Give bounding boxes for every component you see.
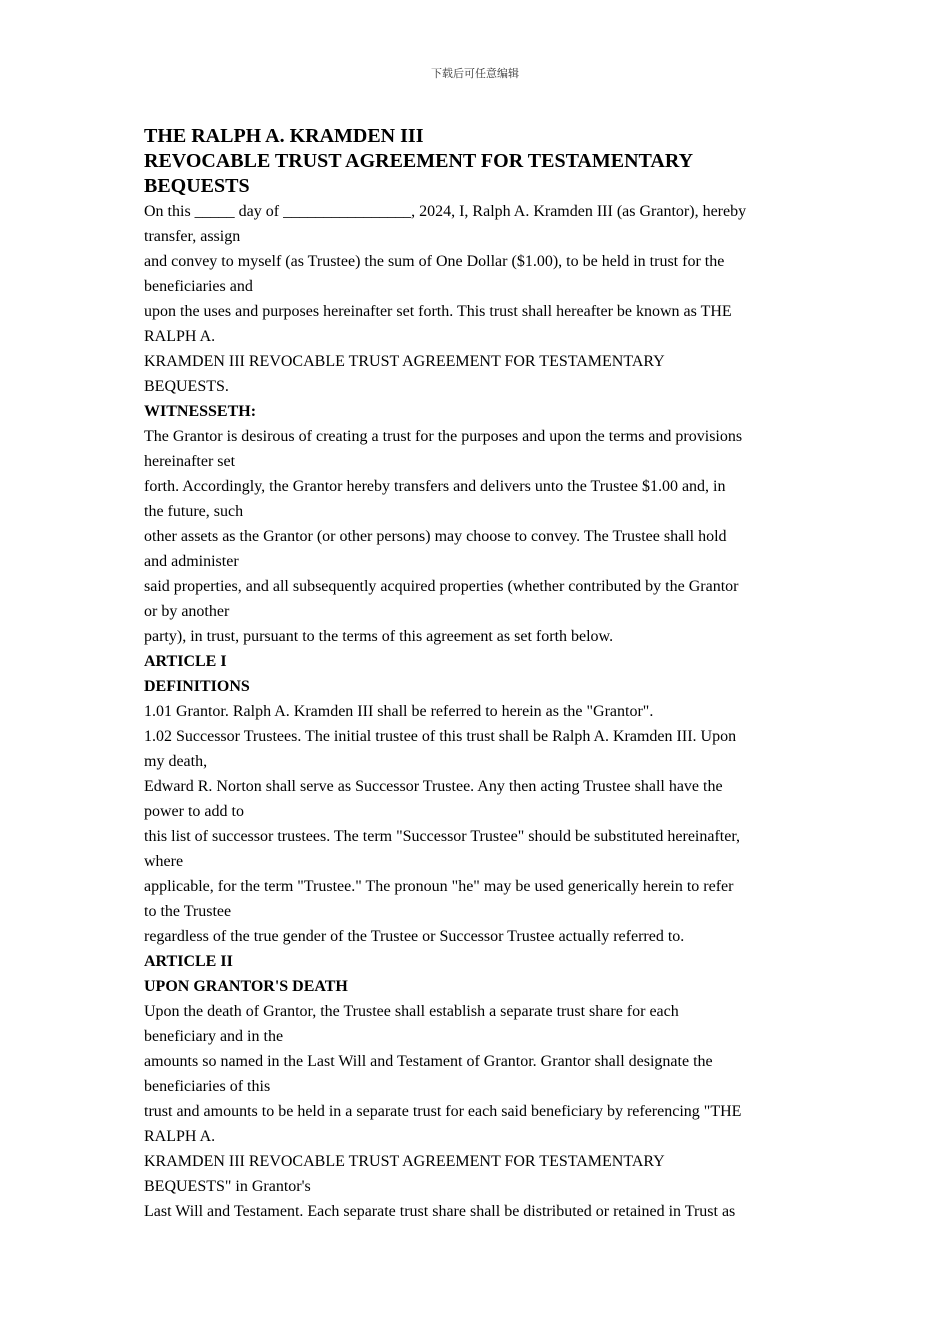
text-line: trust and amounts to be held in a separate trust for each said beneficiary by referencing "THE bbox=[144, 1103, 742, 1120]
text-line: the future, such bbox=[144, 503, 244, 520]
text-line: power to add to bbox=[144, 803, 244, 820]
text-line: and convey to myself (as Trustee) the sum of One Dollar ($1.00), to be held in trust for the bbox=[144, 253, 725, 270]
text-line: The Grantor is desirous of creating a trust for the purposes and upon the terms and provisions bbox=[144, 428, 743, 445]
text-line: 1.01 Grantor. Ralph A. Kramden III shall be referred to herein as the "Grantor". bbox=[144, 703, 654, 720]
text-line: forth. Accordingly, the Grantor hereby transfers and delivers unto the Trustee $1.00 and, in bbox=[144, 478, 726, 495]
text-line: RALPH A. bbox=[144, 328, 216, 345]
text-line: where bbox=[144, 853, 184, 870]
document-text bbox=[144, 199, 812, 1224]
text-line: hereinafter set bbox=[144, 453, 236, 470]
section-heading: ARTICLE II bbox=[144, 953, 233, 970]
text-line: KRAMDEN III REVOCABLE TRUST AGREEMENT FOR TESTAMENTARY bbox=[144, 1153, 665, 1170]
title-line: REVOCABLE TRUST AGREEMENT FOR TESTAMENTARY bbox=[144, 150, 694, 172]
document-title bbox=[144, 124, 812, 199]
text-line: 1.02 Successor Trustees. The initial trustee of this trust shall be Ralph A. Kramden III. Upon bbox=[144, 728, 737, 745]
text-line: KRAMDEN III REVOCABLE TRUST AGREEMENT FOR TESTAMENTARY bbox=[144, 353, 665, 370]
section-heading: ARTICLE I bbox=[144, 653, 227, 670]
text-line: On this _____ day of ________________, 2024, I, Ralph A. Kramden III (as Grantor), hereby bbox=[144, 203, 747, 220]
text-line: Edward R. Norton shall serve as Successor Trustee. Any then acting Trustee shall have the bbox=[144, 778, 723, 795]
text-line: upon the uses and purposes hereinafter set forth. This trust shall hereafter be known as THE bbox=[144, 303, 732, 320]
text-line: or by another bbox=[144, 603, 230, 620]
text-line: beneficiaries and bbox=[144, 278, 253, 295]
text-line: beneficiary and in the bbox=[144, 1028, 284, 1045]
text-line: beneficiaries of this bbox=[144, 1078, 271, 1095]
text-line: BEQUESTS. bbox=[144, 378, 229, 395]
text-line: said properties, and all subsequently acquired properties (whether contributed by the Grantor bbox=[144, 578, 739, 595]
text-line: RALPH A. bbox=[144, 1128, 216, 1145]
text-line: applicable, for the term "Trustee." The pronoun "he" may be used generically herein to refer bbox=[144, 878, 734, 895]
text-line: to the Trustee bbox=[144, 903, 232, 920]
page-header-note: 下载后可任意编辑 bbox=[431, 67, 519, 80]
text-line: my death, bbox=[144, 753, 208, 770]
text-line: party), in trust, pursuant to the terms of this agreement as set forth below. bbox=[144, 628, 614, 645]
text-line: Upon the death of Grantor, the Trustee shall establish a separate trust share for each bbox=[144, 1003, 679, 1020]
text-line: Last Will and Testament. Each separate trust share shall be distributed or retained in Trust as bbox=[144, 1203, 736, 1220]
section-heading: DEFINITIONS bbox=[144, 678, 250, 695]
title-line: THE RALPH A. KRAMDEN III bbox=[144, 125, 424, 147]
text-line: other assets as the Grantor (or other persons) may choose to convey. The Trustee shall hold bbox=[144, 528, 727, 545]
text-line: BEQUESTS" in Grantor's bbox=[144, 1178, 311, 1195]
text-line: transfer, assign bbox=[144, 228, 241, 245]
section-heading: UPON GRANTOR'S DEATH bbox=[144, 978, 348, 995]
document-body bbox=[144, 124, 812, 1224]
text-line: amounts so named in the Last Will and Testament of Grantor. Grantor shall designate the bbox=[144, 1053, 713, 1070]
text-line: this list of successor trustees. The term "Successor Trustee" should be substituted hereinafter, bbox=[144, 828, 741, 845]
text-line: and administer bbox=[144, 553, 239, 570]
section-heading: WITNESSETH: bbox=[144, 403, 257, 420]
text-line: regardless of the true gender of the Trustee or Successor Trustee actually referred to. bbox=[144, 928, 685, 945]
title-line: BEQUESTS bbox=[144, 175, 250, 197]
